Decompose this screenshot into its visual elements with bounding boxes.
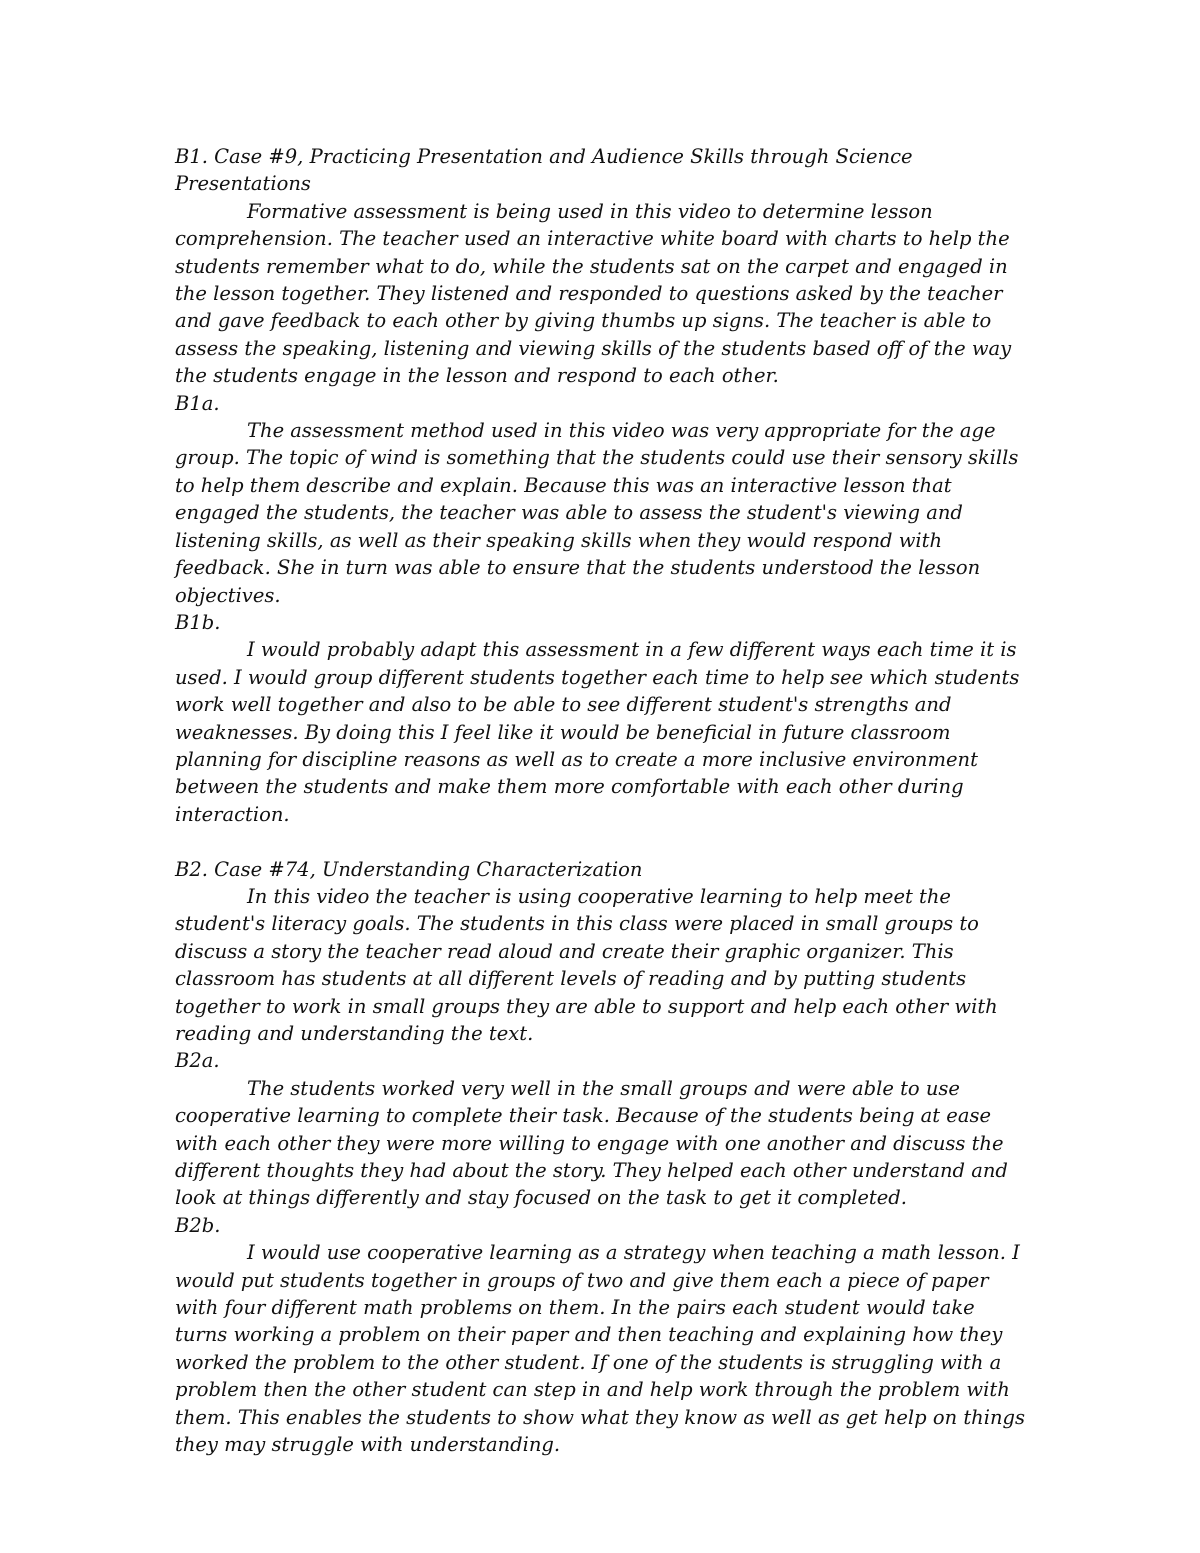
section-b1-body: Formative assessment is being used in this video to determine lesson comprehension. The teacher used an interactive white board with charts to help the students remember what to do, while the students sat on the carpet and engaged in the lesson together. They listened and responded to questions asked by the teacher and gave feedback to each other by giving thumbs up signs. The teacher is able to assess the speaking, listening and viewing skills of the students based off of the way the students engage in the lesson and respond to each other. xyxy=(175,199,1012,388)
section-b1-heading: B1. Case #9, Practicing Presentation and Audience Skills through Science Presentations xyxy=(175,145,913,196)
section-b1b-body: I would probably adapt this assessment in a few different ways each time it is used. I would group different students together each time to help see which students work well together and also to be able to see different student's strengths and weaknesses. By doing this I feel like it would be beneficial in future classroom planning for discipline reasons as well as to create a more inclusive environment between the students and make them more comfortable with each other during interaction. xyxy=(175,638,1020,826)
section-b1a-label: B1a. xyxy=(175,391,220,415)
section-b2 xyxy=(175,856,1030,1459)
section-spacer xyxy=(175,828,1030,855)
section-b1 xyxy=(175,143,1030,828)
document-page xyxy=(175,143,1030,1458)
section-b1a-body: The assessment method used in this video was very appropriate for the age group. The topic of wind is something that the students could use their sensory skills to help them describe and explain. Because this was an interactive lesson that engaged the students, the teacher was able to assess the student's viewing and listening skills, as well as their speaking skills when they would respond with feedback. She in turn was able to ensure that the students understood the lesson objectives. xyxy=(175,419,1019,607)
section-b2-body: In this video the teacher is using cooperative learning to help meet the student's literacy goals. The students in this class were placed in small groups to discuss a story the teacher read aloud and create their graphic organizer. This classroom has students at all different levels of reading and by putting students together to work in small groups they are able to support and help each other with reading and understanding the text. xyxy=(175,884,998,1045)
section-b2b-label: B2b. xyxy=(175,1213,221,1237)
section-b1b-label: B1b. xyxy=(175,610,221,634)
section-b2b-body: I would use cooperative learning as a strategy when teaching a math lesson. I would put students together in groups of two and give them each a piece of paper with four different math problems on them. In the pairs each student would take turns working a problem on their paper and then teaching and explaining how they worked the problem to the other student. If one of the students is struggling with a problem then the other student can step in and help work through the problem with them. This enables the students to show what they know as well as get help on things they may struggle with understanding. xyxy=(175,1241,1026,1457)
section-b2-heading: B2. Case #74, Understanding Characterization xyxy=(175,857,643,881)
section-b2a-label: B2a. xyxy=(175,1049,220,1073)
section-b2a-body: The students worked very well in the small groups and were able to use cooperative learning to complete their task. Because of the students being at ease with each other they were more willing to engage with one another and discuss the different thoughts they had about the story. They helped each other understand and look at things differently and stay focused on the task to get it completed. xyxy=(175,1076,1008,1210)
